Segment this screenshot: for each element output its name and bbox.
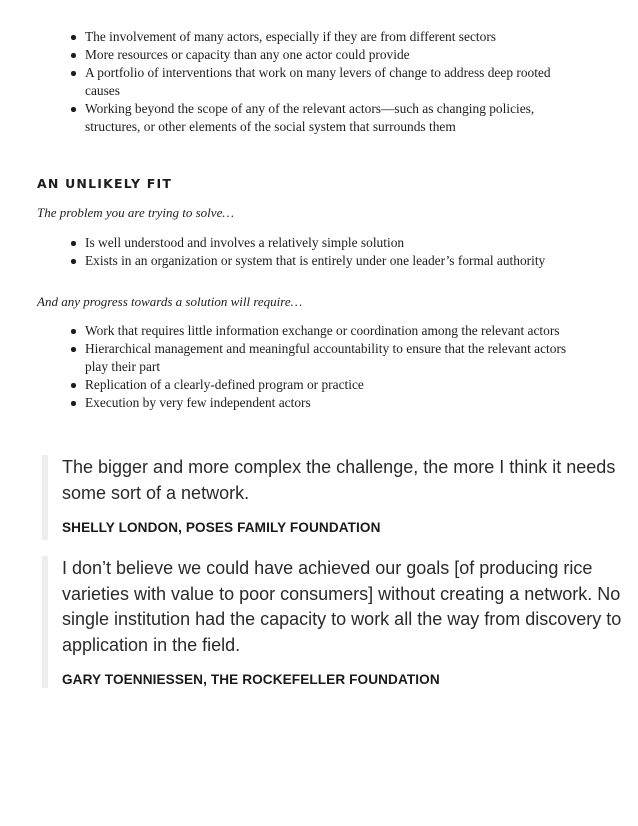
network-fit-list xyxy=(37,28,637,136)
progress-intro: And any progress towards a solution will require… xyxy=(37,294,303,309)
list-item: More resources or capacity than any one actor could provide xyxy=(37,46,637,64)
list-item: Work that requires little information exchange or coordination among the relevant actors xyxy=(37,322,637,340)
list-item: The involvement of many actors, especially if they are from different sectors xyxy=(37,28,637,46)
progress-list xyxy=(37,322,637,412)
list-item: Is well understood and involves a relatively simple solution xyxy=(37,234,637,252)
list-item: Working beyond the scope of any of the relevant actors—such as changing policies, structures, or other elements of the social system that surrounds them xyxy=(37,100,637,136)
quote-text: The bigger and more complex the challenge, the more I think it needs some sort of a network. xyxy=(62,457,616,503)
section-heading: AN UNLIKELY FIT xyxy=(37,176,173,191)
problem-list xyxy=(37,234,637,270)
list-item: A portfolio of interventions that work on many levers of change to address deep rooted causes xyxy=(37,64,637,100)
problem-intro: The problem you are trying to solve… xyxy=(37,205,234,220)
quote-author: GARY TOENNIESSEN, THE ROCKEFELLER FOUNDATION xyxy=(62,672,440,687)
list-item: Exists in an organization or system that is entirely under one leader’s formal authority xyxy=(37,252,637,270)
quote-text: I don’t believe we could have achieved our goals [of producing rice varieties with value to poor consumers] without creating a network. No single institution had the capacity to work all the way from discovery to application in the field. xyxy=(62,558,622,655)
list-item: Execution by very few independent actors xyxy=(37,394,637,412)
pull-quote xyxy=(42,556,622,688)
pull-quote xyxy=(42,455,622,540)
quote-author: SHELLY LONDON, POSES FAMILY FOUNDATION xyxy=(62,520,381,535)
list-item: Hierarchical management and meaningful accountability to ensure that the relevant actors play their part xyxy=(37,340,637,376)
list-item: Replication of a clearly-defined program or practice xyxy=(37,376,637,394)
